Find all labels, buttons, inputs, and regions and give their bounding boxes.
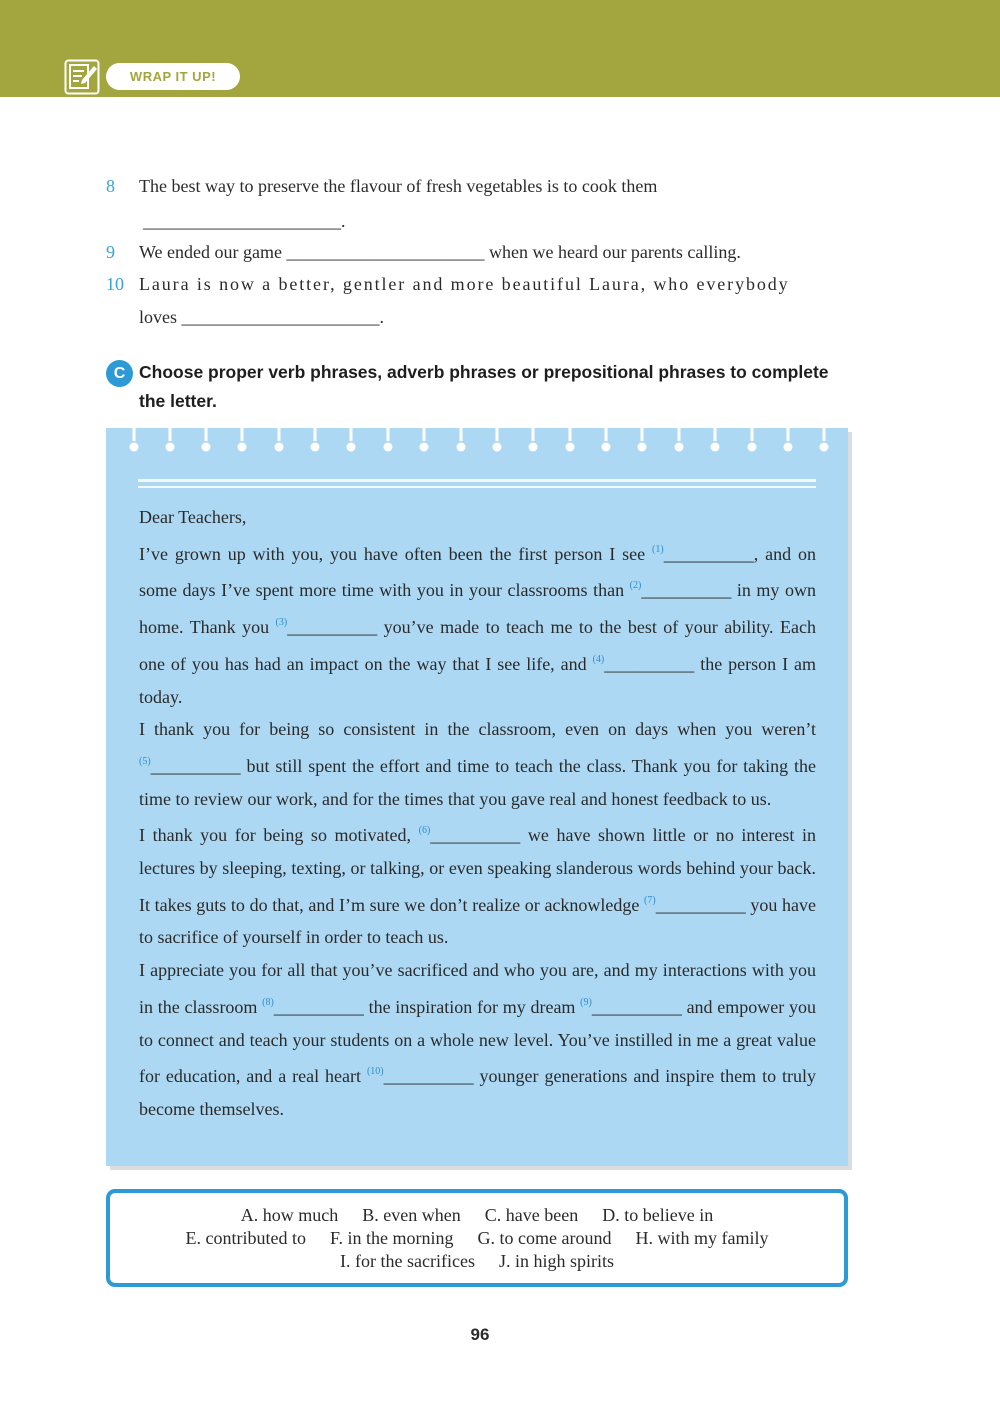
- ring-hole: [637, 425, 647, 453]
- blank: __________: [591, 996, 682, 1017]
- options-row: [110, 1227, 844, 1250]
- letter-greeting: Dear Teachers,: [139, 507, 247, 527]
- ring-hole: [274, 425, 284, 453]
- ring-hole: [129, 425, 139, 453]
- blank: __________: [604, 653, 695, 674]
- blank-marker: (3): [275, 617, 288, 629]
- ring-hole: [419, 425, 429, 453]
- question-text: The best way to preserve the flavour of fresh vegetables is to cook them: [139, 176, 658, 196]
- options-row: [110, 1250, 844, 1273]
- question-number: 8: [106, 176, 115, 196]
- ring-hole: [237, 425, 247, 453]
- question-number: 10: [106, 274, 124, 294]
- blank-marker: (9): [580, 996, 592, 1008]
- blank-marker: (4): [592, 653, 605, 665]
- header-rule: [138, 479, 816, 482]
- option-item: D. to believe in: [602, 1205, 714, 1225]
- blank-marker: (8): [262, 996, 274, 1008]
- letter-paragraph-3: I thank you for being so motivated, $^{(6)}$__________ we have shown little or no interest in lectures by sleeping, texting, or talking, or even speaking slanderous words behind your back. It takes guts to do that, and I’m sure we don’t realize or acknowledge $^{(7)}$__________ you have to sacrifice of yourself in order to teach us.: [139, 825, 816, 948]
- ring-hole: [383, 425, 393, 453]
- ring-hole: [456, 425, 466, 453]
- ring-hole: [783, 425, 793, 453]
- option-item: I. for the sacrifices: [340, 1251, 475, 1271]
- page-number: 96: [470, 1325, 490, 1344]
- blank: __________: [655, 894, 746, 915]
- blank: __________: [641, 580, 732, 601]
- ring-hole: [674, 425, 684, 453]
- blank: __________: [150, 755, 241, 776]
- option-item: C. have been: [484, 1205, 579, 1225]
- answer-blank: loves ______________________.: [139, 307, 384, 327]
- blank-marker: (6): [418, 825, 431, 837]
- blank: __________: [430, 825, 521, 846]
- section-badge: WRAP IT UP!: [106, 63, 240, 90]
- ring-hole: [165, 425, 175, 453]
- ring-hole: [346, 425, 356, 453]
- letter-paragraph-2: I thank you for being so consistent in the classroom, even on days when you weren’t $^{(5)}$__________ but still spent the effort and time to teach the class. Thank you for taking the time to review our work, and for the times that you gave real and honest feedback to us.: [139, 719, 816, 809]
- ring-hole: [528, 425, 538, 453]
- ring-hole: [747, 425, 757, 453]
- letter-paragraph-1: I’ve grown up with you, you have often been the first person I see $^{(1)}$__________, and on some days I’ve spent more time with you in your classrooms than $^{(2)}$__________ in my own home. Thank you $^{(3)}$__________ you’ve made to teach me to the best of your ability. Each one of you has had an impact on the way that I see life, and $^{(4)}$__________ the person I am today.: [139, 543, 817, 707]
- blank: __________: [383, 1066, 474, 1087]
- ring-hole: [710, 425, 720, 453]
- blank: __________: [663, 543, 754, 564]
- ring-hole: [492, 425, 502, 453]
- blank: __________: [287, 617, 378, 638]
- letter-body: [139, 501, 816, 1126]
- option-item: F. in the morning: [329, 1228, 454, 1248]
- option-item: E. contributed to: [185, 1228, 306, 1248]
- blank-marker: (5): [139, 755, 151, 767]
- question-number: 9: [106, 242, 115, 262]
- section-instruction: Choose proper verb phrases, adverb phrases or prepositional phrases to complete the letter.: [139, 362, 829, 411]
- blank-marker: (7): [644, 894, 656, 906]
- ring-hole: [819, 425, 829, 453]
- header-rule: [138, 486, 816, 488]
- option-item: G. to come around: [477, 1228, 612, 1248]
- option-item: H. with my family: [635, 1228, 769, 1248]
- ring-hole: [565, 425, 575, 453]
- section-c-badge: C: [106, 360, 133, 387]
- question-text: Laura is now a better, gentler and more beautiful Laura, who everybody: [139, 274, 790, 294]
- blank-marker: (10): [366, 1066, 384, 1078]
- ring-hole: [201, 425, 211, 453]
- blank-marker: (1): [652, 543, 664, 555]
- notepad-pencil-icon: [64, 59, 100, 95]
- answer-blank: ______________________.: [143, 211, 346, 231]
- options-box: [106, 1189, 848, 1287]
- option-item: B. even when: [362, 1205, 461, 1225]
- ring-hole: [601, 425, 611, 453]
- option-item: A. how much: [240, 1205, 339, 1225]
- blank: __________: [273, 996, 364, 1017]
- blank-marker: (2): [629, 580, 642, 592]
- question-text: We ended our game ______________________ when we heard our parents calling.: [139, 242, 741, 262]
- ring-hole: [310, 425, 320, 453]
- letter-notepad: [106, 428, 848, 1166]
- options-row: [110, 1204, 844, 1227]
- letter-paragraph-4: I appreciate you for all that you’ve sacrificed and who you are, and my interactions with you in the classroom $^{(8)}$__________ the inspiration for my dream $^{(9)}$__________ and empower you to connect and teach your students on a whole new level. You’ve instilled in me a great value for education, and a real heart $^{(10)}$__________ younger generations and inspire them to truly become themselves.: [139, 960, 816, 1119]
- option-item: J. in high spirits: [498, 1251, 614, 1271]
